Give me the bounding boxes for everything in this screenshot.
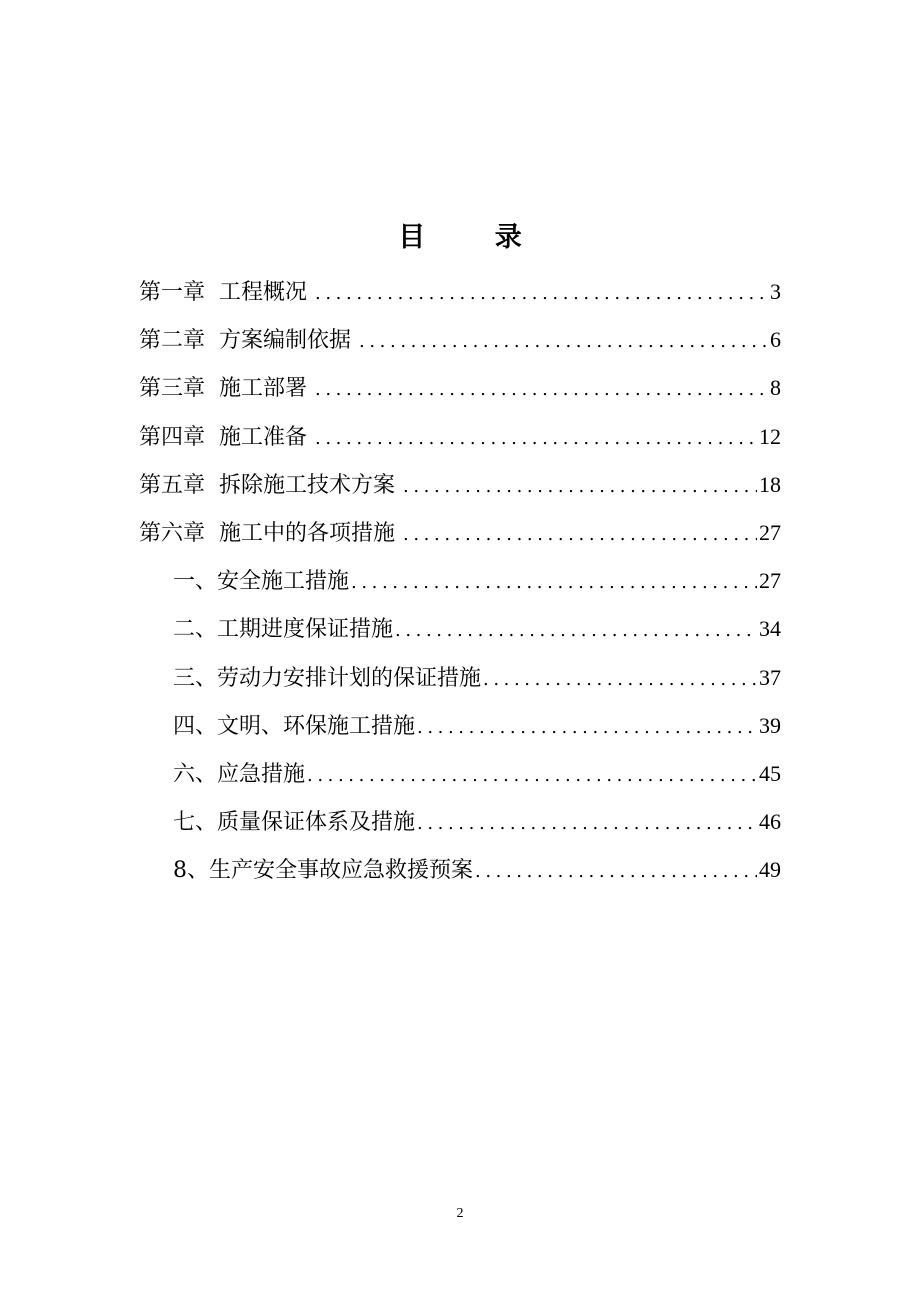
- toc-leader-dots: [403, 463, 757, 511]
- toc-page-number: 18: [759, 471, 781, 497]
- toc-leader-dots: [395, 607, 757, 655]
- toc-subentry-title: 三、劳动力安排计划的保证措施: [173, 665, 482, 691]
- toc-chapter-title: 施工部署: [219, 376, 308, 402]
- toc-page-number: 46: [759, 809, 781, 835]
- toc-chapter-title: 施工准备: [219, 424, 308, 450]
- toc-leader-dots: [315, 270, 768, 318]
- toc-page-number: 45: [759, 760, 781, 786]
- toc-subentry-title: 六、应急措施: [173, 761, 306, 787]
- toc-leader-dots: [315, 415, 757, 463]
- toc-subentry-6[interactable]: [139, 798, 781, 846]
- toc-entry-label: [139, 317, 351, 365]
- toc-entry-label: [139, 365, 307, 413]
- toc-entry-label: [139, 510, 395, 558]
- toc-chapter-number: 第六章: [139, 520, 206, 546]
- toc-subentry-title: 8、生产安全事故应急救援预案: [173, 858, 473, 884]
- toc-subentry-4[interactable]: [139, 702, 781, 750]
- table-of-contents: [139, 268, 781, 894]
- toc-title: 目 录: [398, 222, 552, 253]
- toc-subentry-7[interactable]: [139, 846, 781, 894]
- toc-chapter-number: 第二章: [139, 328, 206, 354]
- toc-entry-label: [139, 269, 307, 317]
- toc-subentry-title: 七、质量保证体系及措施: [173, 810, 416, 836]
- toc-entry-chapter-6[interactable]: [139, 509, 781, 557]
- toc-page-number: 37: [759, 664, 781, 690]
- toc-subentry-title: 二、工期进度保证措施: [173, 617, 394, 643]
- toc-entry-chapter-4[interactable]: [139, 413, 781, 461]
- toc-leader-dots: [315, 366, 768, 414]
- toc-leader-dots: [307, 752, 757, 800]
- toc-entry-chapter-3[interactable]: [139, 364, 781, 412]
- toc-chapter-number: 第五章: [139, 472, 206, 498]
- toc-page-number: 27: [759, 519, 781, 545]
- toc-page-number: 3: [770, 279, 781, 304]
- toc-chapter-title: 工程概况: [219, 280, 308, 305]
- toc-entry-chapter-1[interactable]: [139, 268, 781, 316]
- toc-leader-dots: [483, 656, 757, 704]
- toc-page-number: 27: [759, 568, 781, 594]
- toc-leader-dots: [417, 800, 757, 848]
- page-number: 2: [456, 1206, 464, 1221]
- toc-entry-label: [139, 462, 395, 510]
- toc-chapter-number: 第一章: [139, 280, 206, 305]
- toc-entry-chapter-5[interactable]: [139, 461, 781, 509]
- toc-entry-label: [139, 414, 307, 462]
- toc-leader-dots: [475, 848, 757, 896]
- toc-page-number: 6: [770, 327, 781, 353]
- toc-page-number: 34: [759, 616, 781, 642]
- toc-chapter-number: 第四章: [139, 424, 206, 450]
- toc-entry-chapter-2[interactable]: [139, 316, 781, 364]
- toc-chapter-number: 第三章: [139, 376, 206, 402]
- toc-chapter-title: 施工中的各项措施: [219, 520, 396, 546]
- toc-subentry-3[interactable]: [139, 654, 781, 702]
- toc-page-number: 49: [759, 857, 781, 883]
- toc-chapter-title: 拆除施工技术方案: [219, 472, 396, 498]
- toc-page-number: 12: [759, 423, 781, 449]
- toc-subentry-2[interactable]: [139, 605, 781, 653]
- toc-leader-dots: [351, 559, 757, 607]
- toc-subentry-5[interactable]: [139, 750, 781, 798]
- toc-leader-dots: [417, 704, 757, 752]
- toc-leader-dots: [403, 511, 757, 559]
- toc-page-number: 8: [770, 375, 781, 401]
- toc-page-number: 39: [759, 712, 781, 738]
- toc-chapter-title: 方案编制依据: [219, 328, 352, 354]
- toc-leader-dots: [359, 318, 768, 366]
- toc-subentry-title: 四、文明、环保施工措施: [173, 713, 416, 739]
- toc-subentry-1[interactable]: [139, 557, 781, 605]
- toc-subentry-title: 一、安全施工措施: [173, 569, 350, 595]
